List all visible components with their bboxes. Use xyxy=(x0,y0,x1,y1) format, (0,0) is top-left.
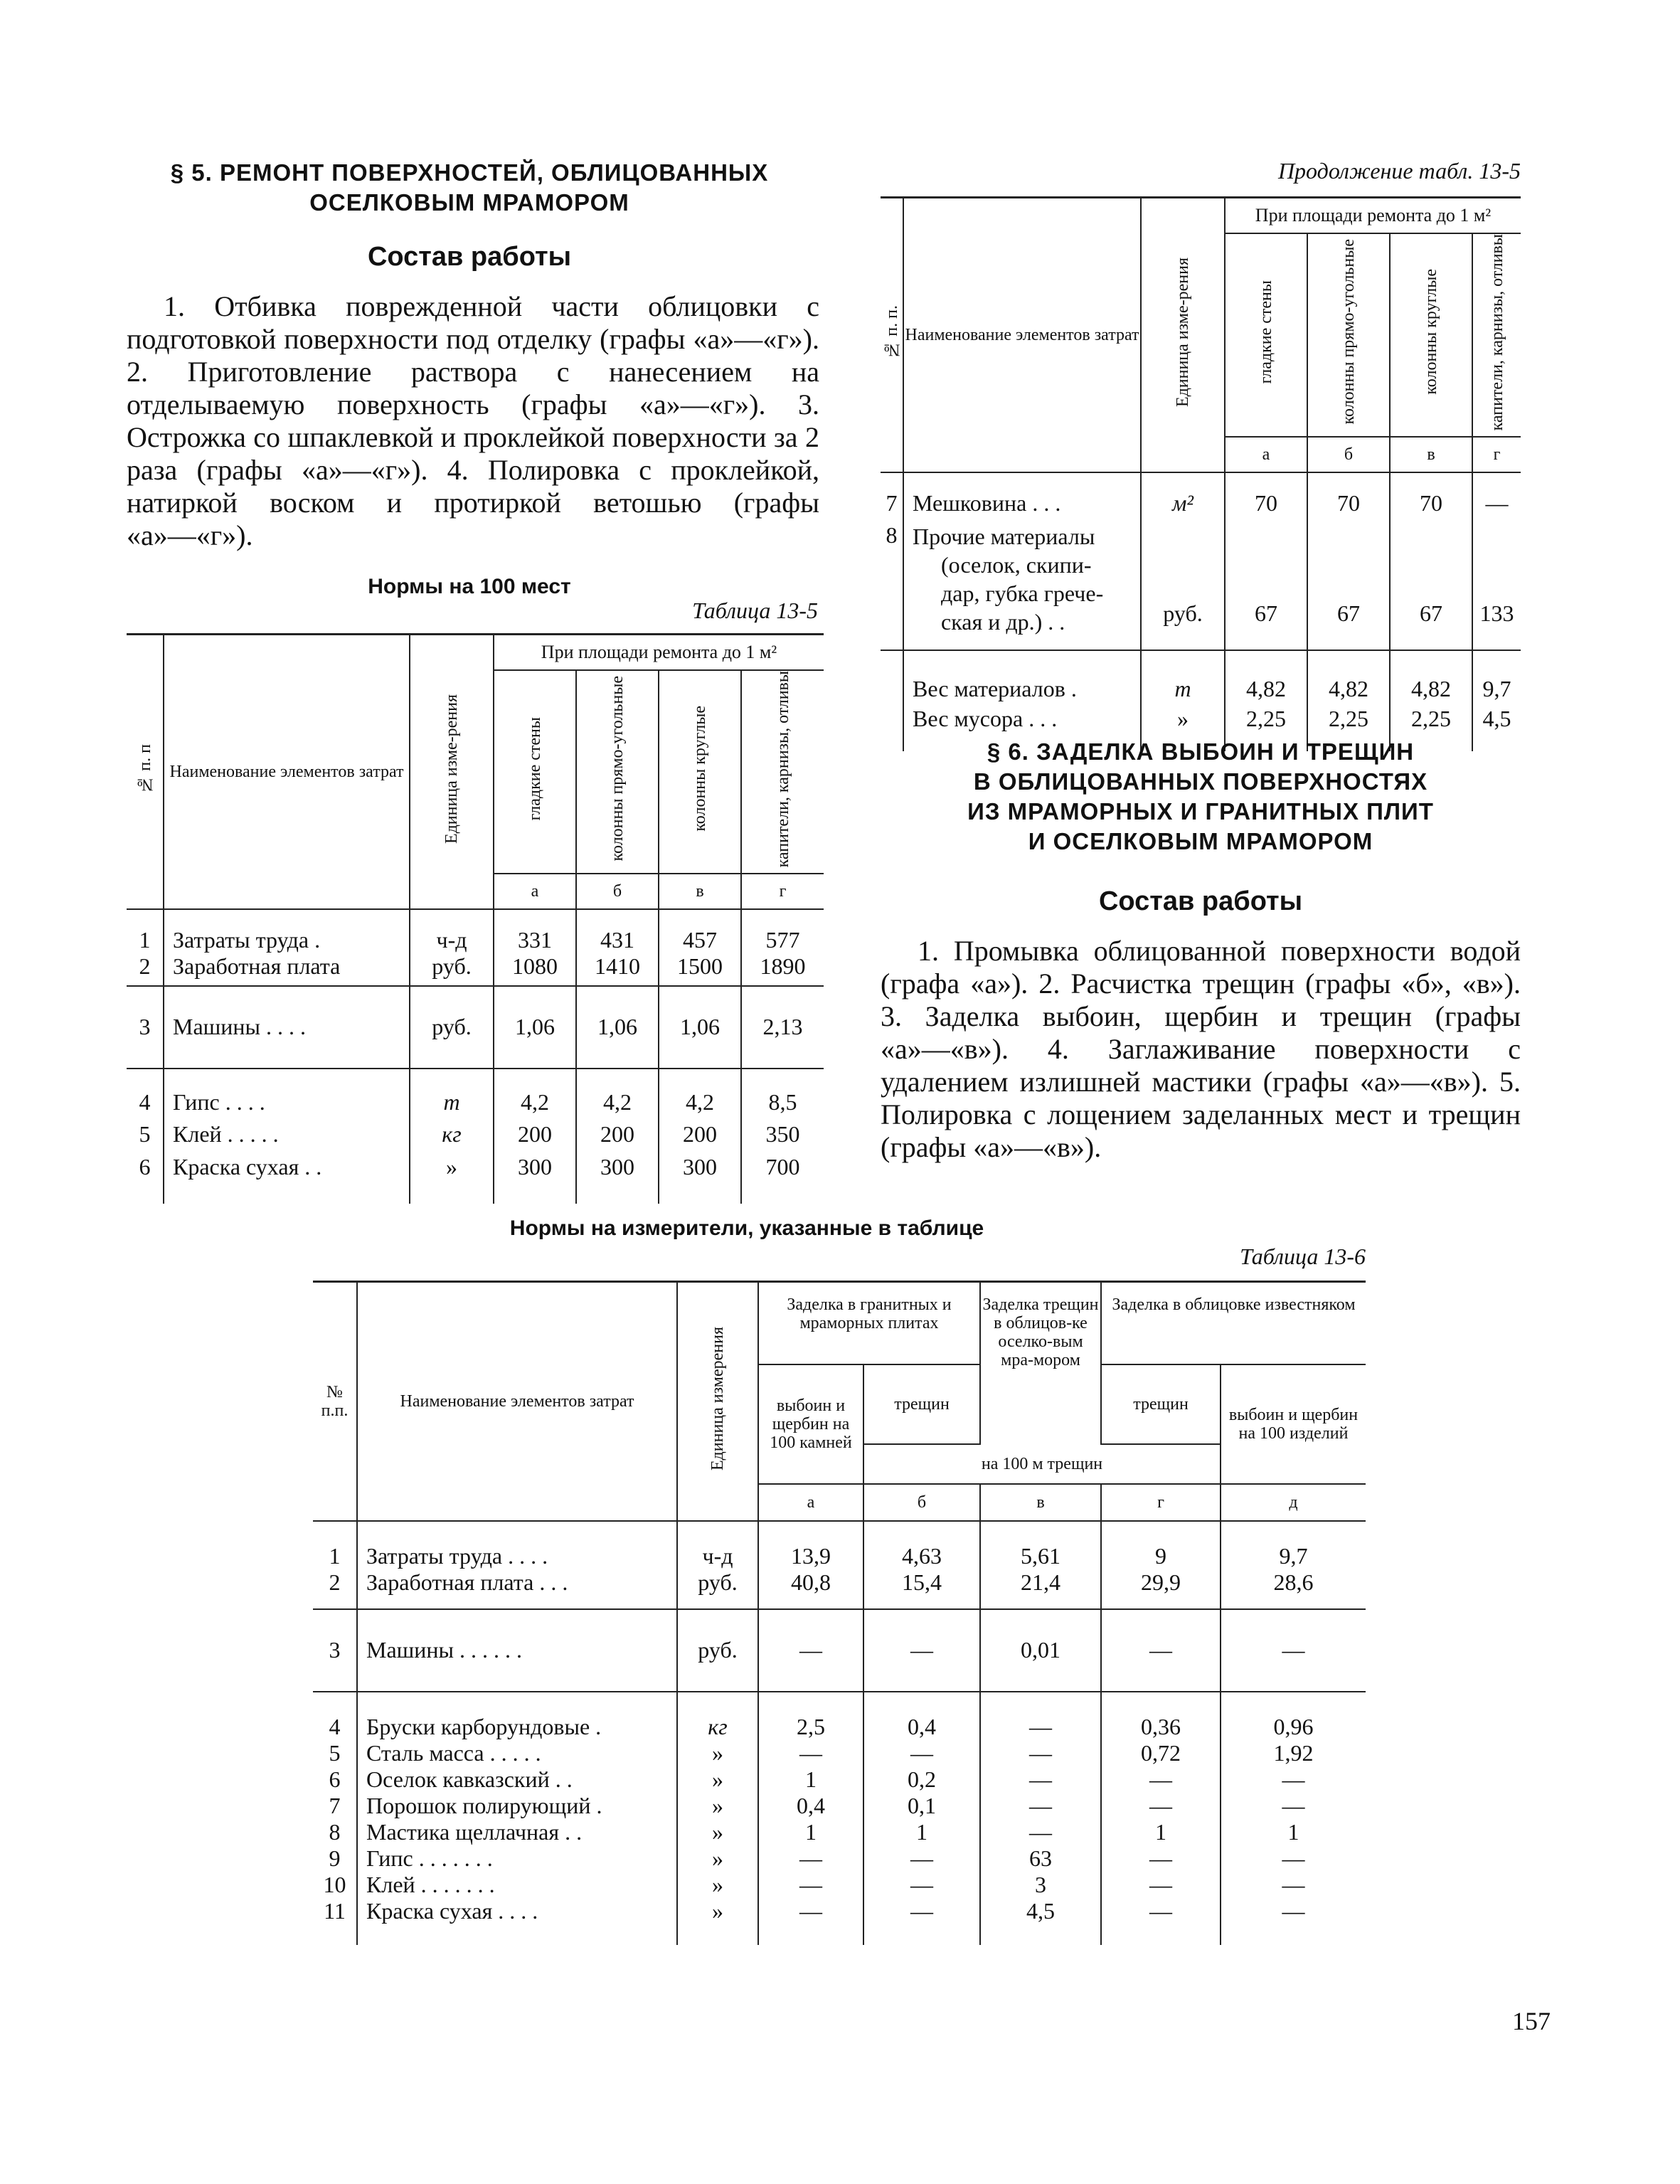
t135c-letter-d: г xyxy=(1472,437,1521,472)
row-unit: руб. xyxy=(410,953,494,986)
row-number: 7 xyxy=(313,1793,357,1819)
t136-group-3: Заделка в облицовке известняком xyxy=(1101,1282,1366,1364)
cell-b: 2,25 xyxy=(1307,706,1390,751)
t136-letter-c: в xyxy=(980,1484,1101,1521)
cell-d: — xyxy=(1101,1793,1221,1819)
t136-header-per-100m: на 100 м трещин xyxy=(863,1444,1221,1484)
cell-b: 4,63 xyxy=(863,1521,980,1569)
row-number: 5 xyxy=(313,1740,357,1766)
cell-d: 2,13 xyxy=(741,986,824,1069)
cell-a: — xyxy=(758,1872,863,1898)
cell-d: 0,36 xyxy=(1101,1692,1221,1740)
cell-d: — xyxy=(1101,1872,1221,1898)
row-name: Мастика щеллачная . . xyxy=(357,1819,677,1845)
cell-c: — xyxy=(980,1692,1101,1740)
row-number: 11 xyxy=(313,1898,357,1945)
cell-a: 0,4 xyxy=(758,1793,863,1819)
section-6-title-line1: § 6. ЗАДЕЛКА ВЫБОИН И ТРЕЩИН xyxy=(987,738,1415,765)
cell-c: 300 xyxy=(659,1154,741,1204)
row-name: Гипс . . . . . . . xyxy=(357,1845,677,1872)
cell-e: 1,92 xyxy=(1273,1739,1314,1766)
table-row xyxy=(313,1609,1366,1692)
t136-letter-d: г xyxy=(1101,1484,1221,1521)
t135-col-unit-header: Единица изме-рения xyxy=(410,635,494,909)
row-name: Заработная плата xyxy=(164,953,410,986)
cell-e: 1 xyxy=(1287,1818,1299,1845)
cell-d: 9 xyxy=(1101,1521,1221,1569)
row-number xyxy=(881,650,903,706)
row-number: 5 xyxy=(127,1115,164,1154)
table-row xyxy=(313,1793,1366,1819)
t135-letter-d: г xyxy=(741,874,824,909)
section-5-title-line1: § 5. РЕМОНТ ПОВЕРХНОСТЕЙ, ОБЛИЦОВАННЫХ xyxy=(170,159,769,186)
cell-a: 300 xyxy=(494,1154,576,1204)
row-number: 9 xyxy=(313,1845,357,1872)
row-number: 1 xyxy=(313,1521,357,1569)
cell-c: 5,61 xyxy=(980,1521,1101,1569)
cell-b: 0,2 xyxy=(863,1766,980,1793)
cell-a: 1 xyxy=(758,1766,863,1793)
t135c-col-b: колонны прямо-угольные xyxy=(1307,233,1390,437)
cell-d: 350 xyxy=(765,1121,800,1147)
cell-c: 1,06 xyxy=(659,986,741,1069)
cell-a: — xyxy=(758,1609,863,1692)
cell-b: — xyxy=(863,1609,980,1692)
table-row xyxy=(127,1154,824,1204)
cell-c: 1500 xyxy=(659,953,741,986)
table-row xyxy=(881,650,1521,706)
cell-a: 1 xyxy=(758,1819,863,1845)
cell-d: 700 xyxy=(765,1153,800,1180)
row-name: Заработная плата . . . xyxy=(357,1569,677,1609)
cell-b: 15,4 xyxy=(863,1569,980,1609)
t135c-letter-c: в xyxy=(1390,437,1472,472)
table-row xyxy=(127,986,824,1069)
t135c-col-no-header: № п. п. xyxy=(881,198,903,472)
cell-b: 1 xyxy=(863,1819,980,1845)
cell-e: 0,96 xyxy=(1273,1713,1314,1739)
t135-col-a: гладкие стены xyxy=(494,670,576,874)
row-name: Краска сухая . . . . xyxy=(357,1898,677,1945)
t136-letter-b: б xyxy=(863,1484,980,1521)
t135-letter-a: а xyxy=(494,874,576,909)
cell-e: — xyxy=(1221,1609,1366,1692)
row-number: 2 xyxy=(127,953,164,986)
table-row xyxy=(313,1898,1366,1945)
cell-d: — xyxy=(1101,1766,1221,1793)
cell-c: 3 xyxy=(980,1872,1101,1898)
cell-d: — xyxy=(1101,1609,1221,1692)
cell-c: — xyxy=(980,1793,1101,1819)
cell-a: 1080 xyxy=(494,953,576,986)
row-name-line: Прочие материалы xyxy=(913,523,1095,549)
row-name: Мешковина . . . xyxy=(903,472,1141,518)
row-name: Гипс . . . . xyxy=(164,1069,410,1115)
row-name: Затраты труда . . . . xyxy=(357,1521,677,1569)
table-row xyxy=(127,909,824,953)
row-unit: » xyxy=(677,1766,758,1793)
table-row xyxy=(313,1819,1366,1845)
t135-col-b: колонны прямо-угольные xyxy=(576,670,659,874)
t136-letter-e: д xyxy=(1221,1484,1366,1521)
row-unit: » xyxy=(677,1845,758,1872)
row-unit: руб. xyxy=(1141,518,1225,650)
table-row xyxy=(313,1692,1366,1740)
t135-col-c: колонны круглые xyxy=(659,670,741,874)
table-13-5-continuation-caption: Продолжение табл. 13-5 xyxy=(1277,158,1521,184)
cell-d: 0,72 xyxy=(1101,1740,1221,1766)
cell-b: — xyxy=(863,1898,980,1945)
cell-c: 200 xyxy=(659,1115,741,1154)
section-5-text: 1. Отбивка поврежденной части облицовки с подготовкой поверхности под отделку (графы «а»—«г»). 2. Приготовление раствора с нанесением на отделываемую поверхность (графы «а»—«г»). 3. Острожка со шпаклевкой и проклейкой поверхности за 2 раза (графы «а»—«г»). 4. Полировка с проклейкой, натиркой воском и протиркой ветошью (графы «а»—«г»). xyxy=(127,290,819,551)
t135-col-name-header: Наименование элементов затрат xyxy=(164,635,410,909)
table-13-5-continuation xyxy=(881,196,1521,751)
t135-letter-c: в xyxy=(659,874,741,909)
cell-d: — xyxy=(1485,489,1509,516)
cell-c: 70 xyxy=(1390,472,1472,518)
table-13-5 xyxy=(127,633,824,1204)
row-number: 6 xyxy=(313,1766,357,1793)
cell-d: 8,5 xyxy=(768,1088,797,1115)
cell-b: — xyxy=(863,1872,980,1898)
row-unit: » xyxy=(410,1154,494,1204)
cell-e: — xyxy=(1282,1871,1305,1897)
cell-a: 40,8 xyxy=(758,1569,863,1609)
row-unit: » xyxy=(677,1872,758,1898)
cell-b: 1410 xyxy=(576,953,659,986)
cell-c: — xyxy=(980,1766,1101,1793)
row-number: 10 xyxy=(313,1872,357,1898)
section-6-title xyxy=(881,737,1521,857)
row-name: Клей . . . . . . . xyxy=(357,1872,677,1898)
row-name: Клей . . . . . xyxy=(164,1115,410,1154)
t136-header-b: трещин xyxy=(863,1364,980,1444)
row-name: Краска сухая . . xyxy=(164,1154,410,1204)
cell-d: 9,7 xyxy=(1482,675,1511,701)
t136-col-name-header: Наименование элементов затрат xyxy=(357,1282,677,1521)
cell-d: 4,5 xyxy=(1482,705,1511,731)
table-13-6 xyxy=(313,1281,1366,1945)
cell-b: 1,06 xyxy=(576,986,659,1069)
cell-b: — xyxy=(863,1845,980,1872)
cell-c: — xyxy=(980,1740,1101,1766)
t135c-letter-a: а xyxy=(1225,437,1307,472)
section-6-title-line2: В ОБЛИЦОВАННЫХ ПОВЕРХНОСТЯХ xyxy=(973,768,1428,795)
row-number: 8 xyxy=(313,1819,357,1845)
cell-d: 29,9 xyxy=(1101,1569,1221,1609)
section-6-title-line3: ИЗ МРАМОРНЫХ И ГРАНИТНЫХ ПЛИТ xyxy=(967,798,1434,825)
row-unit: кг xyxy=(410,1115,494,1154)
cell-e: 9,7 xyxy=(1279,1542,1308,1569)
row-name-line: ская и др.) . . xyxy=(941,608,1065,635)
row-number: 3 xyxy=(127,986,164,1069)
row-unit: руб. xyxy=(677,1609,758,1692)
row-unit: » xyxy=(677,1793,758,1819)
cell-a: 1,06 xyxy=(494,986,576,1069)
row-name: Бруски карборундовые . xyxy=(357,1692,677,1740)
row-unit: м² xyxy=(1141,472,1225,518)
table-row xyxy=(127,953,824,986)
row-unit: » xyxy=(677,1898,758,1945)
row-name: Оселок кавказский . . xyxy=(357,1766,677,1793)
row-number: 6 xyxy=(127,1154,164,1204)
section-5-subtitle: Состав работы xyxy=(367,242,572,272)
row-name: Машины . . . . . . xyxy=(357,1609,677,1692)
t136-group-1: Заделка в гранитных и мраморных плитах xyxy=(758,1282,980,1364)
table-13-5-label: Таблица 13-5 xyxy=(692,598,818,623)
section-6-subtitle: Состав работы xyxy=(1098,886,1303,916)
row-unit: т xyxy=(410,1069,494,1115)
cell-e: — xyxy=(1282,1766,1305,1792)
row-unit: » xyxy=(677,1819,758,1845)
table-row xyxy=(127,1069,824,1115)
t135-col-no-header: № п. п xyxy=(127,635,164,909)
table-row xyxy=(127,1115,824,1154)
cell-c: 4,82 xyxy=(1390,650,1472,706)
row-name: Вес материалов . xyxy=(903,650,1141,706)
row-number: 3 xyxy=(313,1609,357,1692)
t136-letter-a: а xyxy=(758,1484,863,1521)
row-number: 7 xyxy=(881,472,903,518)
t135c-col-name-header: Наименование элементов затрат xyxy=(903,198,1141,472)
row-unit: » xyxy=(1141,706,1225,751)
row-name-line: (оселок, скипи- xyxy=(941,551,1092,578)
cell-a: 4,82 xyxy=(1225,650,1307,706)
cell-e: — xyxy=(1282,1845,1305,1871)
row-name: Затраты труда . xyxy=(164,909,410,953)
t135c-col-a: гладкие стены xyxy=(1225,233,1307,437)
t136-col-no-header: № п.п. xyxy=(313,1282,357,1521)
t136-header-d: трещин xyxy=(1101,1364,1221,1444)
cell-c: 4,5 xyxy=(980,1898,1101,1945)
cell-b: 70 xyxy=(1307,472,1390,518)
cell-d: 1 xyxy=(1101,1819,1221,1845)
row-unit: т xyxy=(1141,650,1225,706)
table-row xyxy=(881,518,1521,650)
row-number: 8 xyxy=(881,518,903,650)
section-6-text: 1. Промывка облицованной поверхности водой (графа «а»). 2. Расчистка трещин (графы «б», «в»). 3. Заделка выбоин, щербин и трещин (графы «а»—«в»). 4. Заглаживание поверхности с удалением излишней мастики (графы «а»—«в»). 5. Полировка с лощением заделанных мест и трещин (графы «а»—«в»). xyxy=(881,935,1521,1163)
cell-b: 0,1 xyxy=(863,1793,980,1819)
cell-a: 2,25 xyxy=(1225,706,1307,751)
t135c-col-c: колонны круглые xyxy=(1390,233,1472,437)
t135c-col-unit-header: Единица изме-рения xyxy=(1141,198,1225,472)
cell-a: 2,5 xyxy=(758,1692,863,1740)
cell-d: — xyxy=(1101,1898,1221,1945)
row-unit: ч-д xyxy=(677,1521,758,1569)
cell-d: 577 xyxy=(765,926,800,953)
table-row xyxy=(313,1521,1366,1569)
t135-group-header: При площади ремонта до 1 м² xyxy=(494,635,824,670)
cell-b: 67 xyxy=(1307,518,1390,650)
row-name-line: дар, губка грече- xyxy=(941,580,1104,606)
cell-a: 70 xyxy=(1225,472,1307,518)
cell-a: — xyxy=(758,1898,863,1945)
table-13-6-norms: Нормы на измерители, указанные в таблице xyxy=(509,1216,984,1240)
cell-b: 200 xyxy=(576,1115,659,1154)
table-row xyxy=(313,1766,1366,1793)
cell-b: — xyxy=(863,1740,980,1766)
row-unit: » xyxy=(677,1740,758,1766)
t136-group-2: Заделка трещин в облицов-ке оселко-вым мра-мором xyxy=(980,1282,1101,1444)
t135-col-d: капители, карнизы, отливы xyxy=(741,670,824,874)
cell-c: — xyxy=(980,1819,1101,1845)
t135c-group-header: При площади ремонта до 1 м² xyxy=(1225,198,1521,233)
row-unit: ч-д xyxy=(410,909,494,953)
page-number: 157 xyxy=(1512,2007,1551,2035)
row-name: Порошок полирующий . xyxy=(357,1793,677,1819)
table-row xyxy=(313,1845,1366,1872)
table-13-5-norms: Нормы на 100 мест xyxy=(368,575,571,598)
cell-c: 4,2 xyxy=(659,1069,741,1115)
cell-c: 457 xyxy=(659,909,741,953)
row-name: Сталь масса . . . . . xyxy=(357,1740,677,1766)
row-name: Машины . . . . xyxy=(164,986,410,1069)
row-number: 1 xyxy=(127,909,164,953)
row-number: 2 xyxy=(313,1569,357,1609)
table-row xyxy=(313,1569,1366,1609)
cell-d: 1890 xyxy=(741,953,824,986)
cell-c: 0,01 xyxy=(980,1609,1101,1692)
t135-letter-b: б xyxy=(576,874,659,909)
cell-a: — xyxy=(758,1845,863,1872)
row-unit: руб. xyxy=(410,986,494,1069)
cell-c: 21,4 xyxy=(980,1569,1101,1609)
cell-a: 200 xyxy=(494,1115,576,1154)
section-5-title xyxy=(121,158,818,218)
cell-b: 4,2 xyxy=(576,1069,659,1115)
cell-d: — xyxy=(1101,1845,1221,1872)
cell-a: 13,9 xyxy=(758,1521,863,1569)
row-number: 4 xyxy=(127,1069,164,1115)
row-name: Вес мусора . . . xyxy=(903,706,1141,751)
section-6-title-line4: И ОСЕЛКОВЫМ МРАМОРОМ xyxy=(1028,828,1373,854)
cell-b: 0,4 xyxy=(863,1692,980,1740)
cell-a: 4,2 xyxy=(494,1069,576,1115)
t136-header-e: выбоин и щербин на 100 изделий xyxy=(1221,1364,1366,1484)
cell-a: — xyxy=(758,1740,863,1766)
row-name xyxy=(903,518,1141,650)
table-13-6-label: Таблица 13-6 xyxy=(1240,1244,1366,1269)
row-unit: руб. xyxy=(677,1569,758,1609)
cell-b: 431 xyxy=(576,909,659,953)
t135c-letter-b: б xyxy=(1307,437,1390,472)
row-unit: кг xyxy=(677,1692,758,1740)
cell-e: — xyxy=(1282,1792,1305,1818)
cell-e: 28,6 xyxy=(1221,1569,1366,1609)
t136-col-unit-header: Единица измерения xyxy=(677,1282,758,1521)
cell-a: 331 xyxy=(494,909,576,953)
cell-b: 4,82 xyxy=(1307,650,1390,706)
table-row xyxy=(313,1872,1366,1898)
table-row xyxy=(881,472,1521,518)
cell-c: 67 xyxy=(1390,518,1472,650)
cell-c: 63 xyxy=(980,1845,1101,1872)
cell-e: — xyxy=(1282,1897,1305,1924)
table-row xyxy=(313,1740,1366,1766)
cell-c: 2,25 xyxy=(1390,706,1472,751)
t136-header-a: выбоин и щербин на 100 камней xyxy=(758,1364,863,1484)
t135c-col-d: капители, карнизы, отливы xyxy=(1472,233,1521,437)
cell-a: 67 xyxy=(1225,518,1307,650)
row-number: 4 xyxy=(313,1692,357,1740)
cell-d: 133 xyxy=(1472,518,1521,650)
section-5-title-line2: ОСЕЛКОВЫМ МРАМОРОМ xyxy=(309,189,629,216)
cell-b: 300 xyxy=(576,1154,659,1204)
